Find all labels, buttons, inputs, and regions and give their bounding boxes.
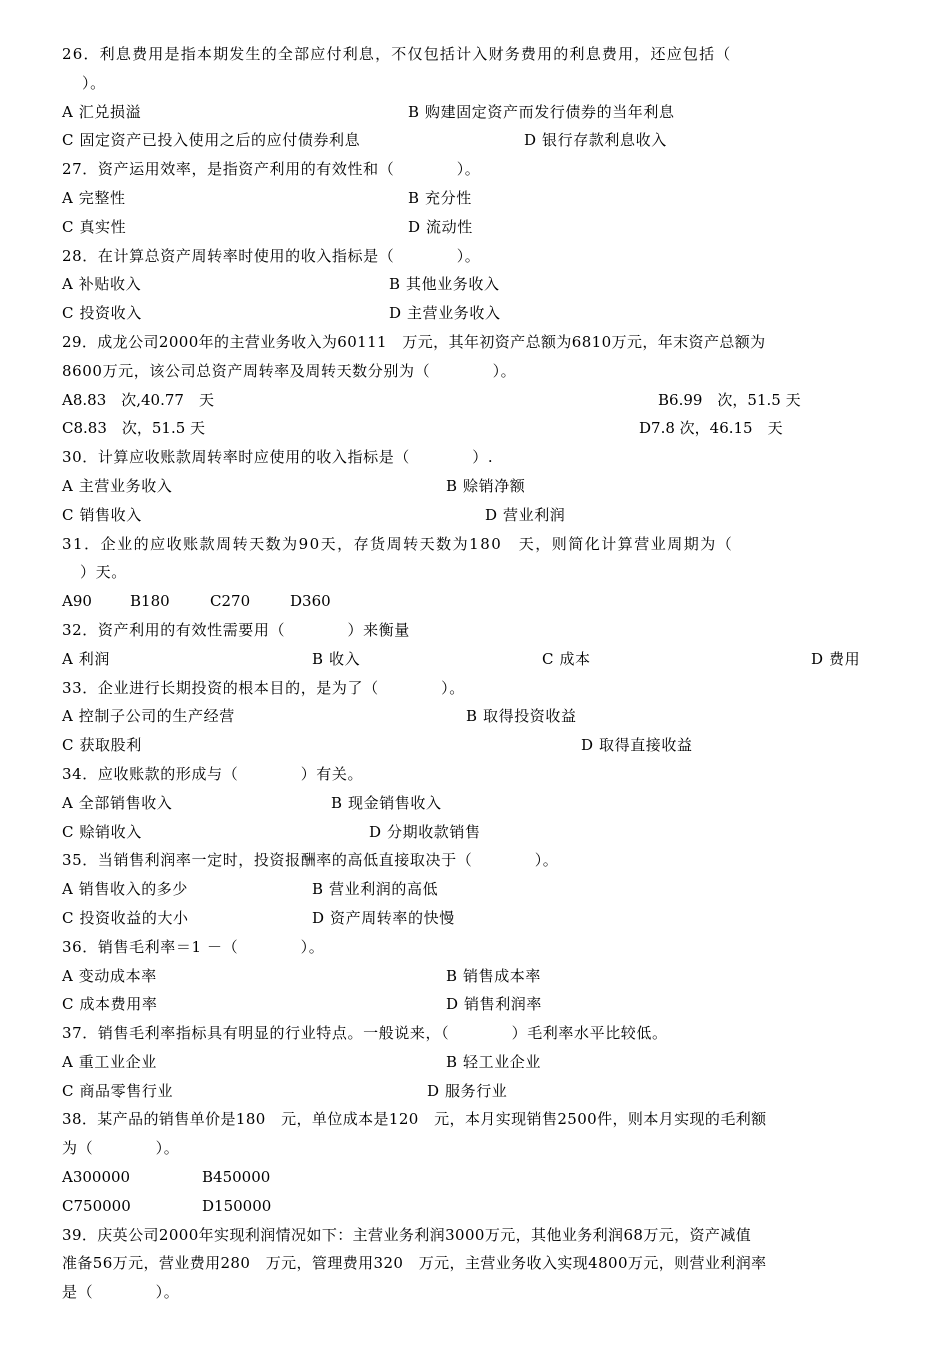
options-row (62, 990, 888, 1019)
question-31-line-2 (62, 558, 888, 587)
option-b: B6.99 次，51.5 天 (658, 390, 801, 409)
options-row (62, 645, 888, 674)
question-document (62, 40, 888, 1307)
option-b: B 营业利润的高低 (312, 880, 439, 899)
option-d: D 分期收款销售 (369, 822, 481, 841)
question-38-line-1 (62, 1105, 888, 1134)
question-38-line-2 (62, 1134, 888, 1163)
option-c: C 成本费用率 (62, 995, 158, 1014)
option-a: A300000 (62, 1168, 131, 1187)
option-c: C270 (210, 592, 251, 611)
question-33 (62, 674, 888, 703)
option-a: A 控制子公司的生产经营 (62, 707, 235, 726)
question-26-line-1 (62, 40, 888, 69)
question-text: ）。 (82, 73, 106, 92)
option-b: B 销售成本率 (446, 966, 541, 985)
question-text: 31．企业的应收账款周转天数为90天，存货周转天数为180 天，则简化计算营业周期为（ (62, 534, 734, 553)
question-35 (62, 846, 888, 875)
question-39-line-3 (62, 1278, 888, 1307)
option-c: C 销售收入 (62, 505, 142, 524)
option-c: C8.83 次，51.5 天 (62, 419, 206, 438)
option-d: D150000 (202, 1196, 272, 1215)
option-c: C750000 (62, 1196, 131, 1215)
option-d: D 流动性 (408, 217, 473, 236)
options-row (62, 472, 888, 501)
option-b: B 现金销售收入 (331, 793, 442, 812)
options-row (62, 789, 888, 818)
question-39-line-2 (62, 1249, 888, 1278)
options-row (62, 1077, 888, 1106)
option-b: B 购建固定资产而发行债券的当年利息 (408, 102, 675, 121)
option-b: B450000 (202, 1168, 271, 1187)
option-d: D 资产周转率的快慢 (312, 908, 455, 927)
options-row (62, 962, 888, 991)
option-b: B 轻工业企业 (446, 1052, 541, 1071)
options-row (62, 184, 888, 213)
question-27 (62, 155, 888, 184)
option-b: B 其他业务收入 (389, 275, 500, 294)
option-d: D 取得直接收益 (581, 736, 693, 755)
option-b: B 充分性 (408, 188, 472, 207)
options-row (62, 702, 888, 731)
question-text: 36．销售毛利率＝1 －（ ）。 (62, 937, 325, 956)
options-row (62, 126, 888, 155)
option-c: C 商品零售行业 (62, 1081, 174, 1100)
options-row (62, 587, 888, 616)
question-29-line-1 (62, 328, 888, 357)
option-c: C 真实性 (62, 217, 127, 236)
option-d: D 主营业务收入 (389, 304, 501, 323)
options-row (62, 731, 888, 760)
option-d: D 服务行业 (427, 1081, 508, 1100)
option-b: B180 (130, 592, 170, 611)
question-text: 35．当销售利润率一定时，投资报酬率的高低直接取决于（ ）。 (62, 851, 559, 870)
option-d: D7.8 次，46.15 天 (639, 419, 783, 438)
option-b: B 取得投资收益 (466, 707, 577, 726)
option-a: A 完整性 (62, 188, 126, 207)
options-row (62, 1163, 888, 1192)
option-c: C 赊销收入 (62, 822, 142, 841)
options-row (62, 1192, 888, 1221)
option-a: A 变动成本率 (62, 966, 157, 985)
option-a: A 补贴收入 (62, 275, 142, 294)
question-text: 33．企业进行长期投资的根本目的，是为了（ ）。 (62, 678, 465, 697)
question-34 (62, 760, 888, 789)
question-30 (62, 443, 888, 472)
option-c: C 成本 (542, 649, 591, 668)
option-b: B 收入 (312, 649, 361, 668)
option-c: C 投资收益的大小 (62, 908, 189, 927)
question-text: 32．资产利用的有效性需要用（ ）来衡量 (62, 620, 410, 639)
question-text: 26．利息费用是指本期发生的全部应付利息，不仅包括计入财务费用的利息费用，还应包括（ (62, 45, 732, 63)
question-text: 准备56万元，营业费用280 万元，管理费用320 万元，主营业务收入实现4800万元，则营业利润率 (62, 1254, 767, 1273)
option-a: A 销售收入的多少 (62, 880, 189, 899)
question-text: 27．资产运用效率，是指资产利用的有效性和（ ）。 (62, 160, 481, 179)
option-a: A90 (62, 592, 92, 611)
question-text: 30．计算应收账款周转率时应使用的收入指标是（ ）. (62, 448, 494, 467)
option-d: D 销售利润率 (446, 995, 542, 1014)
question-text: 39．庆英公司2000年实现利润情况如下：主营业务利润3000万元，其他业务利润68万元，资产减值 (62, 1225, 752, 1244)
option-d: D360 (290, 592, 331, 611)
option-a: A8.83 次,40.77 天 (62, 390, 214, 409)
question-text: ）天。 (80, 563, 127, 582)
question-32 (62, 616, 888, 645)
question-36 (62, 933, 888, 962)
options-row (62, 98, 888, 127)
options-row (62, 270, 888, 299)
question-text: 28．在计算总资产周转率时使用的收入指标是（ ）。 (62, 246, 481, 265)
options-row (62, 299, 888, 328)
question-28 (62, 242, 888, 271)
option-d: D 费用 (811, 649, 861, 668)
options-row (62, 414, 888, 443)
question-text: 29．成龙公司2000年的主营业务收入为60111 万元，其年初资产总额为6810万元，年末资产总额为 (62, 332, 766, 351)
option-c: C 固定资产已投入使用之后的应付债券利息 (62, 131, 361, 150)
option-d: D 营业利润 (485, 505, 566, 524)
option-a: A 重工业企业 (62, 1052, 157, 1071)
question-31-line-1 (62, 530, 888, 559)
option-c: C 获取股利 (62, 736, 142, 755)
question-37 (62, 1019, 888, 1048)
question-26-line-2 (62, 69, 888, 98)
options-row (62, 213, 888, 242)
option-a: A 全部销售收入 (62, 793, 173, 812)
options-row (62, 501, 888, 530)
question-text: 38．某产品的销售单价是180 元，单位成本是120 元，本月实现销售2500件，则本月实现的毛利额 (62, 1110, 767, 1129)
question-39-line-1 (62, 1221, 888, 1250)
question-text: 为（ ）。 (62, 1139, 180, 1158)
question-text: 37．销售毛利率指标具有明显的行业特点。一般说来，（ ）毛利率水平比较低。 (62, 1024, 668, 1043)
options-row (62, 875, 888, 904)
options-row (62, 1048, 888, 1077)
option-a: A 主营业务收入 (62, 476, 173, 495)
question-text: 34．应收账款的形成与（ ）有关。 (62, 764, 364, 783)
option-c: C 投资收入 (62, 304, 142, 323)
options-row (62, 386, 888, 415)
option-a: A 汇兑损溢 (62, 102, 142, 121)
option-a: A 利润 (62, 649, 111, 668)
options-row (62, 904, 888, 933)
option-b: B 赊销净额 (446, 476, 526, 495)
options-row (62, 818, 888, 847)
question-text: 8600万元，该公司总资产周转率及周转天数分别为（ ）。 (62, 361, 517, 380)
option-d: D 银行存款利息收入 (524, 131, 667, 150)
question-text: 是（ ）。 (62, 1283, 180, 1302)
question-29-line-2 (62, 357, 888, 386)
